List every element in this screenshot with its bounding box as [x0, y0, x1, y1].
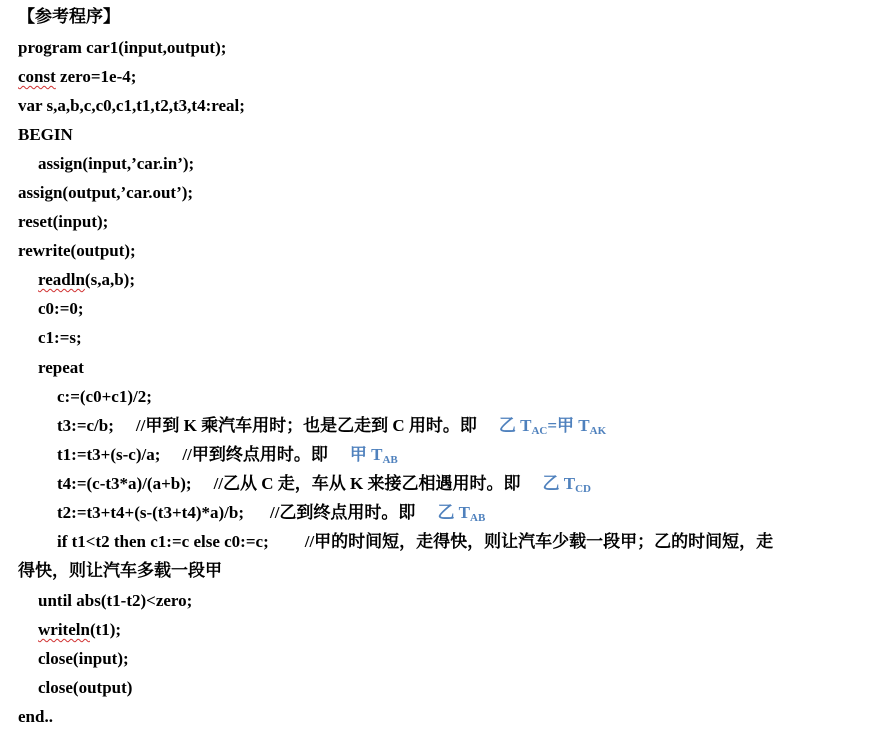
code-line-readln	[38, 265, 135, 294]
code-line-t1	[57, 440, 398, 469]
if-comment: //甲的时间短，走得快，则让汽车少载一段甲；乙的时间短，走	[304, 532, 774, 551]
t1-note-sub: AB	[382, 454, 398, 466]
t3-note-b: =甲 T	[547, 416, 590, 435]
t4-note: 乙 T	[542, 474, 576, 493]
code-line-t2	[57, 498, 485, 527]
t3-note-a-sub: AC	[531, 425, 548, 437]
code-line-comment-cont: 得快，则让汽车多载一段甲	[18, 561, 222, 580]
code-line-begin: BEGIN	[18, 125, 73, 144]
t2-note-sub: AB	[470, 512, 486, 524]
code-line-close-output: close(output)	[38, 678, 133, 697]
code-line-until: until abs(t1-t2)<zero;	[38, 591, 193, 610]
code-line-t4	[57, 469, 591, 498]
code-line-rewrite: rewrite(output);	[18, 241, 136, 260]
t3-code: t3:=c/b;	[57, 416, 114, 435]
const-decl: zero=1e-4;	[55, 67, 137, 86]
code-line-if	[57, 527, 773, 556]
code-line-writeln	[38, 615, 121, 644]
code-line-c1: c1:=s;	[38, 328, 82, 347]
code-line-close-input: close(input);	[38, 649, 129, 668]
code-line-assign-input: assign(input,’car.in’);	[38, 154, 195, 173]
code-line-t3	[57, 411, 606, 440]
t4-comment: //乙从 C 走，车从 K 来接乙相遇用时。即	[213, 474, 521, 493]
keyword-readln: readln	[38, 270, 85, 289]
t1-comment: //甲到终点用时。即	[182, 445, 328, 464]
t1-note: 甲 T	[349, 445, 383, 464]
code-line-reset: reset(input);	[18, 212, 109, 231]
code-line-end: end..	[18, 707, 53, 726]
code-line-const	[18, 62, 136, 91]
t3-comment: //甲到 K 乘汽车用时；也是乙走到 C 用时。即	[135, 416, 477, 435]
if-code: if t1<t2 then c1:=c else c0:=c;	[57, 532, 269, 551]
code-line-program: program car1(input,output);	[18, 38, 227, 57]
t1-code: t1:=t3+(s-c)/a;	[57, 445, 161, 464]
keyword-const: const	[18, 67, 56, 86]
section-heading: 【参考程序】	[18, 7, 120, 26]
t4-note-sub: CD	[575, 483, 591, 495]
code-line-assign-output: assign(output,’car.out’);	[18, 183, 194, 202]
t3-note-a: 乙 T	[498, 416, 532, 435]
code-line-repeat: repeat	[38, 358, 84, 377]
t4-code: t4:=(c-t3*a)/(a+b);	[57, 474, 192, 493]
keyword-writeln: writeln	[38, 620, 90, 639]
code-line-c0: c0:=0;	[38, 299, 84, 318]
t2-code: t2:=t3+t4+(s-(t3+t4)*a)/b;	[57, 503, 244, 522]
code-line-c-mid: c:=(c0+c1)/2;	[57, 387, 152, 406]
readln-args: (s,a,b);	[84, 270, 135, 289]
writeln-args: (t1);	[89, 620, 122, 639]
t3-note-b-sub: AK	[589, 425, 607, 437]
t2-note: 乙 T	[437, 503, 471, 522]
code-line-var: var s,a,b,c,c0,c1,t1,t2,t3,t4:real;	[18, 96, 245, 115]
t2-comment: //乙到终点用时。即	[269, 503, 416, 522]
